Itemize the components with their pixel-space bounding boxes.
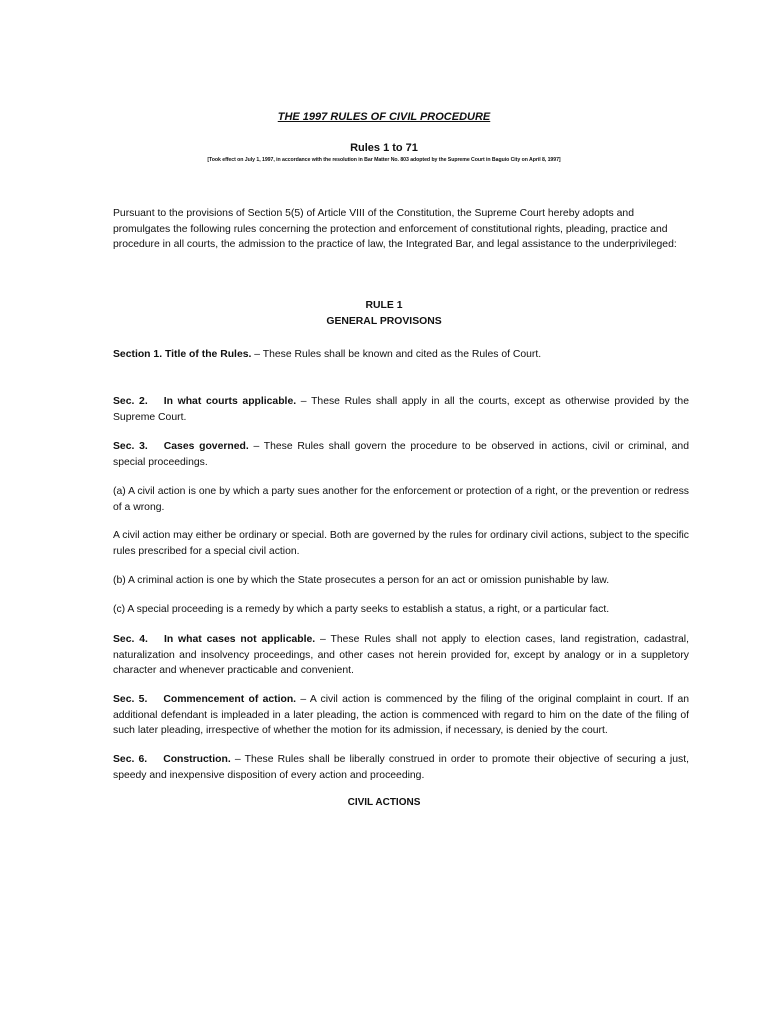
paragraph-a: (a) A civil action is one by which a party sues another for the enforcement or protection of a right, or the prevention or redress of a wrong. xyxy=(113,486,689,513)
rule-title: GENERAL PROVISONS xyxy=(326,316,442,327)
section-6-heading: Construction. xyxy=(163,754,231,765)
section-2-label: Sec. 2. xyxy=(113,396,148,407)
section-3-heading: Cases governed. xyxy=(163,441,249,452)
paragraph-b: (b) A criminal action is one by which the State prosecutes a person for an act or omission punishable by law. xyxy=(113,575,610,586)
section-5 xyxy=(113,692,689,739)
section-3 xyxy=(113,439,689,470)
section-2-text: – These Rules shall apply in all the courts, except as otherwise provided by the Supreme Court. xyxy=(113,396,689,423)
section-1 xyxy=(113,347,689,363)
section-5-label: Sec. 5. xyxy=(113,694,148,705)
section-4 xyxy=(113,632,689,679)
section-6-label: Sec. 6. xyxy=(113,754,148,765)
section-6 xyxy=(113,752,689,783)
section-2-heading: In what courts applicable. xyxy=(163,396,297,407)
section-3-label: Sec. 3. xyxy=(113,441,148,452)
paragraph-civil-action: A civil action may either be ordinary or special. Both are governed by the rules for ordinary civil actions, subject to the specific rules prescribed for a special civil action. xyxy=(113,530,689,557)
section-1-heading: Title of the Rules. xyxy=(164,349,252,360)
section-4-text: – These Rules shall not apply to election cases, land registration, cadastral, naturalization and insolvency proceedings, and other cases not herein provided for, except by analogy or in a suppletory character and whenever practicable and convenient. xyxy=(113,634,689,676)
section-2 xyxy=(113,394,689,425)
section-4-label: Sec. 4. xyxy=(113,634,148,645)
section-5-heading: Commencement of action. xyxy=(163,694,297,705)
section-6-text: – These Rules shall be liberally construed in order to promote their objective of securing a just, speedy and inexpensive disposition of every action and proceeding. xyxy=(113,754,689,781)
civil-actions-heading: CIVIL ACTIONS xyxy=(347,797,421,808)
section-3-text: – These Rules shall govern the procedure to be observed in actions, civil or criminal, and special proceedings. xyxy=(113,441,689,468)
section-1-label: Section 1. xyxy=(113,349,163,360)
section-1-text: – These Rules shall be known and cited as the Rules of Court. xyxy=(251,349,542,360)
document-subtitle: Rules 1 to 71 xyxy=(350,142,418,154)
preamble-paragraph: Pursuant to the provisions of Section 5(5) of Article VIII of the Constitution, the Supreme Court hereby adopts and promulgates the following rules concerning the protection and enforcement of constitutional rights, pleading, practice and procedure in all courts, the admission to the practice of law, the Integrated Bar, and legal assistance to the underprivileged: xyxy=(113,208,677,250)
effectivity-note: [Took effect on July 1, 1997, in accordance with the resolution in Bar Matter No. 803 adopted by the Supreme Court in Baguio City on April 8, 1997] xyxy=(207,157,561,163)
document-title: THE 1997 RULES OF CIVIL PROCEDURE xyxy=(277,111,491,123)
rule-number: RULE 1 xyxy=(365,300,403,311)
section-4-heading: In what cases not applicable. xyxy=(163,634,316,645)
paragraph-c: (c) A special proceeding is a remedy by which a party seeks to establish a status, a right, or a particular fact. xyxy=(113,604,610,615)
section-5-text: – A civil action is commenced by the filing of the original complaint in court. If an additional defendant is impleaded in a later pleading, the action is commenced with regard to him on the date of the filing of such later pleading, irrespective of whether the motion for its admission, if necessary, is denied by the court. xyxy=(113,694,689,736)
